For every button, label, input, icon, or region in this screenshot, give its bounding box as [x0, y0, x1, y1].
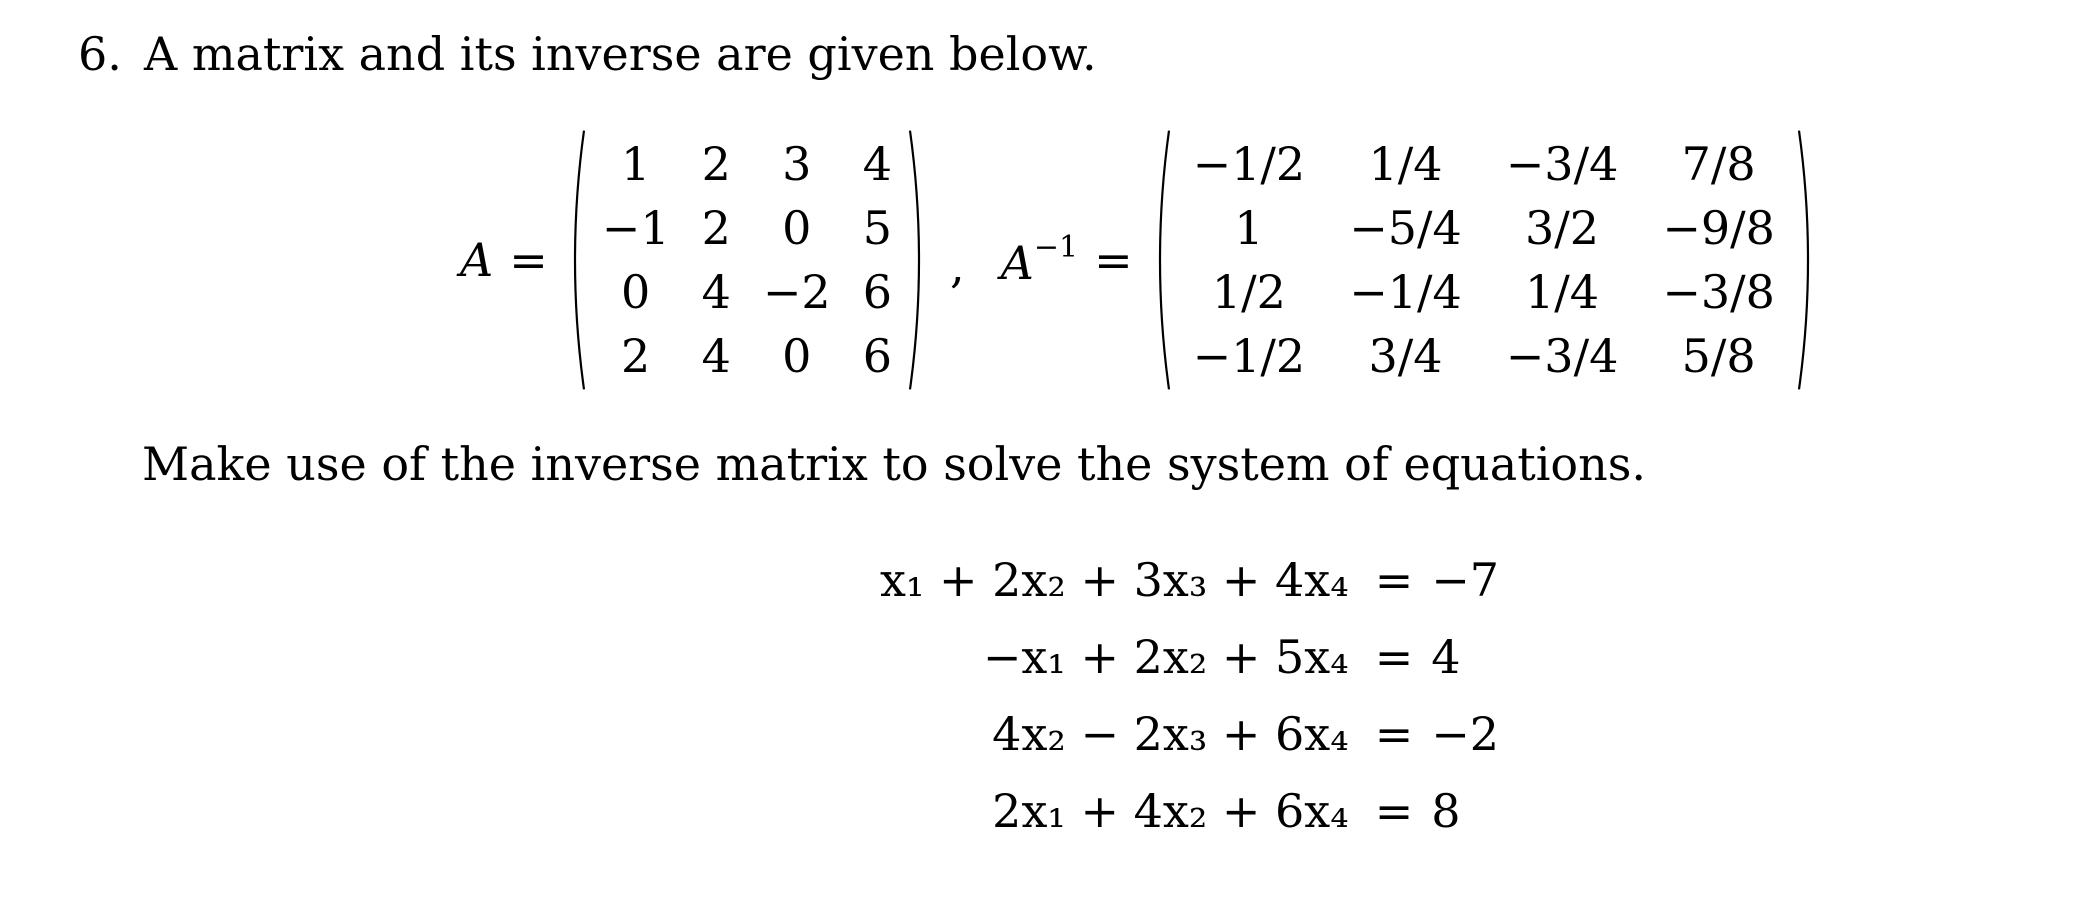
matrix-a-row: [586, 132, 908, 196]
matrix-a-grid: [586, 132, 908, 388]
equation-relation: =: [1374, 553, 1414, 607]
matrix-definitions: [460, 130, 1819, 390]
matrix-inverse-entry: −1/4: [1349, 265, 1462, 319]
matrix-inverse-entry: −1/2: [1192, 137, 1306, 191]
matrix-a-equals: =: [509, 233, 548, 287]
matrix-a: [564, 132, 930, 388]
equation-rhs: −2: [1431, 707, 1500, 761]
left-paren-icon: [1149, 128, 1171, 392]
matrix-inverse-entry: −5/4: [1349, 201, 1462, 255]
matrix-a-entry: 0: [782, 329, 812, 383]
matrix-inverse-entry: −9/8: [1662, 201, 1775, 255]
equation-rhs: 8: [1431, 784, 1461, 838]
equation-relation: =: [1374, 707, 1414, 761]
matrix-a-entry: 6: [862, 329, 892, 383]
matrix-inverse-equals: =: [1094, 233, 1133, 287]
matrix-inverse-entry: 1: [1234, 201, 1264, 255]
equation-rhs: −7: [1431, 553, 1500, 607]
problem-statement: A matrix and its inverse are given below.: [144, 27, 1097, 81]
equation-lhs: x₁ + 2x₂ + 3x₃ + 4x₄: [880, 553, 1349, 607]
matrix-a-label: A: [460, 233, 494, 287]
equation-rhs: 4: [1431, 630, 1461, 684]
matrix-inverse-row: [1171, 260, 1797, 324]
matrix-a-entry: 0: [621, 265, 651, 319]
matrix-inverse-entry: 1/4: [1525, 265, 1600, 319]
matrix-inverse-row: [1171, 324, 1797, 388]
equation-lhs: −x₁ + 2x₂ + 5x₄: [982, 630, 1349, 684]
matrix-inverse-entry: 3/4: [1368, 329, 1443, 383]
equation-relation: =: [1374, 630, 1414, 684]
problem-header: [78, 22, 1097, 86]
matrix-a-entry: −2: [762, 265, 831, 319]
matrix-inverse-entry: 3/2: [1525, 201, 1600, 255]
matrix-inverse-entry: 7/8: [1681, 137, 1756, 191]
matrix-inverse-entry: 1/2: [1211, 265, 1286, 319]
equation-system: [880, 542, 1499, 850]
matrix-a-entry: 2: [701, 137, 731, 191]
matrix-a-entry: 5: [862, 201, 892, 255]
matrix-a-entry: 0: [782, 201, 812, 255]
matrix-inverse-entry: −1/2: [1192, 329, 1306, 383]
matrix-a-entry: 6: [862, 265, 892, 319]
matrix-a-entry: 4: [701, 265, 731, 319]
matrix-inverse-entry: −3/4: [1505, 137, 1619, 191]
equation-row: [880, 542, 1499, 619]
right-paren-icon: [908, 128, 930, 392]
equation-lhs: 2x₁ + 4x₂ + 6x₄: [992, 784, 1349, 838]
matrix-inverse-entry: 1/4: [1368, 137, 1443, 191]
matrix-inverse-entry: −3/8: [1662, 265, 1775, 319]
matrix-a-entry: 4: [701, 329, 731, 383]
matrix-a-inverse: [1149, 132, 1819, 388]
matrix-inverse-grid: [1171, 132, 1797, 388]
equation-row: [880, 696, 1499, 773]
matrix-inverse-row: [1171, 196, 1797, 260]
matrix-a-entry: −1: [601, 201, 670, 255]
matrix-a-entry: 2: [621, 329, 651, 383]
matrix-a-row: [586, 260, 908, 324]
right-paren-icon: [1797, 128, 1819, 392]
equation-row: [880, 619, 1499, 696]
matrix-a-row: [586, 196, 908, 260]
matrix-separator: ,: [949, 239, 965, 293]
equation-relation: =: [1374, 784, 1414, 838]
matrix-inverse-entry: −3/4: [1505, 329, 1619, 383]
matrix-a-entry: 3: [782, 137, 812, 191]
matrix-inverse-superscript: −1: [1033, 230, 1079, 265]
matrix-a-row: [586, 324, 908, 388]
instruction-text: Make use of the inverse matrix to solve the system of equations.: [142, 437, 1646, 491]
equation-lhs: 4x₂ − 2x₃ + 6x₄: [992, 707, 1349, 761]
left-paren-icon: [564, 128, 586, 392]
matrix-a-entry: 1: [621, 137, 651, 191]
matrix-inverse-entry: 5/8: [1681, 329, 1756, 383]
problem-number: 6.: [78, 27, 122, 81]
matrix-a-entry: 4: [862, 137, 892, 191]
matrix-inverse-label: [1001, 230, 1078, 290]
matrix-inverse-row: [1171, 132, 1797, 196]
matrix-inverse-letter: A: [1000, 236, 1034, 290]
matrix-a-entry: 2: [701, 201, 731, 255]
equation-row: [880, 773, 1499, 850]
